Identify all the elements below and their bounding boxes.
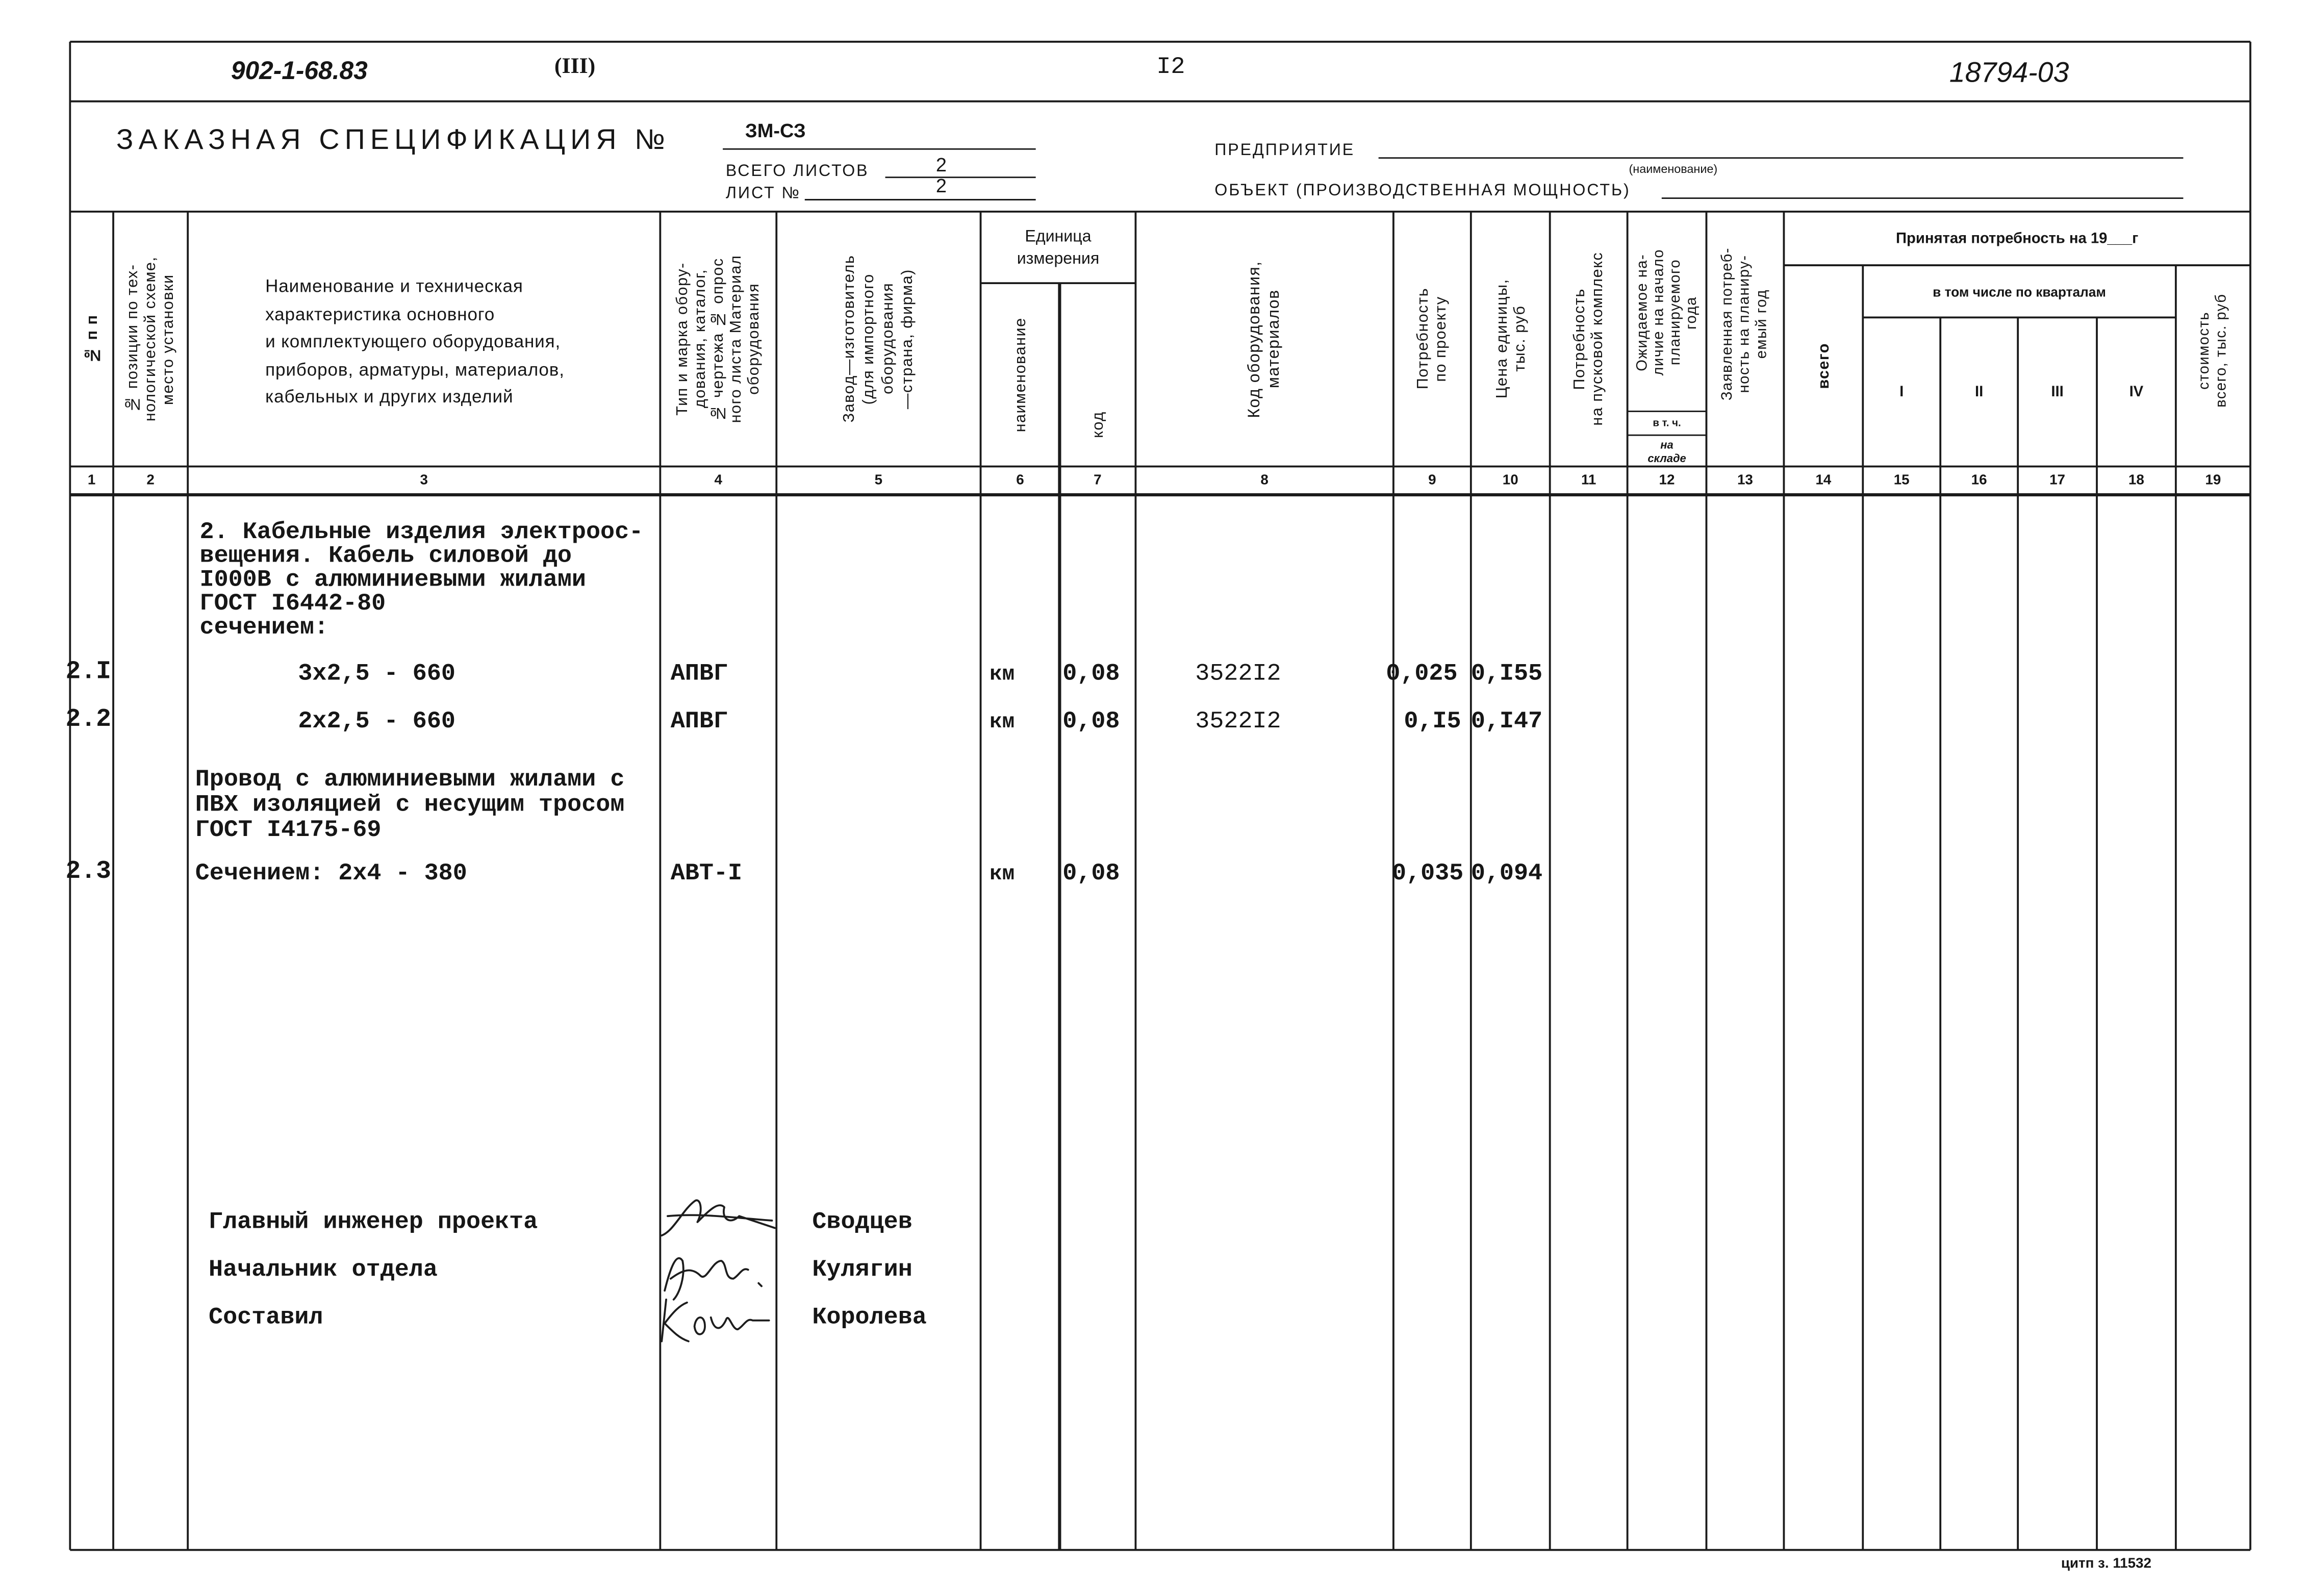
header-col-7-label: код <box>1088 411 1107 438</box>
row-quantity: 0,025 <box>1386 660 1458 687</box>
column-number: 6 <box>1016 472 1024 489</box>
header-col-19-label: стоимость всего, тыс. руб <box>2196 293 2230 408</box>
print-stamp: цитп з. 11532 <box>2061 1556 2151 1573</box>
row-unit: км <box>990 711 1015 735</box>
header-col-7 <box>1059 391 1135 459</box>
enterprise-caption: (наименование) <box>1629 162 1718 176</box>
row-position: 2.2 <box>65 706 111 735</box>
signature-stroke <box>662 1200 775 1235</box>
column-number: 14 <box>1815 472 1832 489</box>
header-col-15 <box>1863 317 1940 466</box>
header-col-8-label: Код оборудования, материалов <box>1245 260 1283 418</box>
header-col-13-label: Заявленная потреб- ность на планиру- емый год <box>1719 246 1770 400</box>
sheet-value: 2 <box>935 174 947 197</box>
header-col-11-label: Потребность на пусковой комплекс <box>1570 252 1607 426</box>
header-col-17-label: III <box>2051 384 2064 400</box>
header-col-2 <box>113 212 188 467</box>
column-number: 4 <box>714 472 723 489</box>
header-col-12-sub-a-label: в т. ч. <box>1653 418 1681 429</box>
header-col-1-label: № п п <box>83 314 101 364</box>
column-number: 3 <box>420 472 428 489</box>
page-title: ЗАКАЗНАЯ СПЕЦИФИКАЦИЯ № <box>116 125 671 157</box>
header-col-12 <box>1628 215 1707 412</box>
header-col-5-label: Завод—изготовитель (для импортного оборудования —страна, фирма) <box>840 255 916 423</box>
row-name: 3х2,5 - 660 <box>298 660 455 687</box>
header-col-9-label: Потребность по проекту <box>1414 288 1450 390</box>
header-col-18 <box>2097 317 2176 466</box>
column-number: 18 <box>2128 472 2144 489</box>
section-subheading: Провод с алюминиевыми жилами с ПВХ изоляцией с несущим тросом ГОСТ I4175-69 <box>195 766 625 844</box>
row-quantity: 0,035 <box>1391 859 1464 887</box>
column-number: 1 <box>87 472 96 489</box>
header-col-12-sub-a <box>1628 411 1707 435</box>
signature-stroke <box>662 1300 769 1341</box>
column-number: 12 <box>1659 472 1675 489</box>
header-quarter-group <box>1863 265 2176 317</box>
column-number: 11 <box>1581 472 1596 489</box>
row-col7: 0,08 <box>1062 707 1120 735</box>
header-col-16-label: II <box>1975 384 1984 400</box>
enterprise-label: ПРЕДПРИЯТИЕ <box>1214 141 1355 160</box>
header-col-19 <box>2176 268 2250 432</box>
header-col-6-label: наименование <box>1011 317 1029 433</box>
signature-stroke <box>665 1258 762 1300</box>
column-number: 7 <box>1094 472 1102 489</box>
header-col-12-sub-b <box>1628 435 1707 466</box>
row-price: 0,094 <box>1471 859 1543 887</box>
row-position: 2.I <box>65 658 111 687</box>
header-col-9 <box>1393 212 1471 467</box>
volume-number: (III) <box>554 55 596 79</box>
column-number: 13 <box>1737 472 1753 489</box>
row-type: АВТ-I <box>670 859 743 887</box>
signature-compiler <box>662 1300 769 1341</box>
header-col-12-label: Ожидаемое на- личие на начало планируемого года <box>1634 249 1700 376</box>
registration-number: 18794-03 <box>1949 58 2069 90</box>
header-col-10 <box>1471 212 1550 467</box>
header-col-10-label: Цена единицы, тыс. руб <box>1492 279 1529 399</box>
signature-role: Составил <box>209 1304 323 1331</box>
signature-name: Сводцев <box>812 1208 912 1236</box>
row-type: АПВГ <box>670 707 728 735</box>
row-name: Сечением: 2х4 - 380 <box>195 859 467 887</box>
header-col-12-sub-b-label: на складе <box>1647 437 1686 465</box>
total-sheets-value: 2 <box>935 153 947 176</box>
header-col-1 <box>70 212 113 467</box>
header-col-16 <box>1940 317 2018 466</box>
header-col-3-label: Наименование и техническая характеристика основного и комплектующего оборудования, приборов, арматуры, материалов, кабельных и других изделий <box>265 275 565 407</box>
row-quantity: 0,I5 <box>1404 707 1461 735</box>
sheet-label: ЛИСТ № <box>725 185 801 203</box>
page-number: I2 <box>1156 54 1185 81</box>
header-accepted-group <box>1784 212 2250 265</box>
signature-chief-engineer <box>662 1200 775 1235</box>
row-col7: 0,08 <box>1062 859 1120 887</box>
row-code: 3522I2 <box>1195 707 1281 735</box>
header-unit-group-label: Единица измерения <box>1017 228 1100 268</box>
header-col-4 <box>660 212 776 467</box>
column-number: 2 <box>146 472 155 489</box>
row-unit: км <box>990 863 1015 887</box>
row-col7: 0,08 <box>1062 660 1120 687</box>
total-sheets-label: ВСЕГО ЛИСТОВ <box>725 162 869 181</box>
column-number: 5 <box>874 472 883 489</box>
header-col-18-label: IV <box>2129 384 2144 400</box>
column-number: 8 <box>1260 472 1269 489</box>
header-col-4-label: Тип и марка обору- дования, каталог, № чертежа № опрос ного листа Материал оборудования <box>673 255 763 423</box>
column-number: 16 <box>1971 472 1987 489</box>
header-col-8 <box>1135 212 1393 467</box>
row-position: 2.3 <box>65 858 111 887</box>
row-price: 0,I47 <box>1471 707 1543 735</box>
object-label: ОБЪЕКТ (ПРОИЗВОДСТВЕННАЯ МОЩНОСТЬ) <box>1214 182 1631 200</box>
header-col-15-label: I <box>1899 384 1904 400</box>
header-col-6 <box>981 283 1060 466</box>
signature-department-head <box>665 1258 762 1300</box>
row-unit: км <box>990 663 1015 687</box>
column-number: 17 <box>2049 472 2065 489</box>
signature-name: Королева <box>812 1304 927 1331</box>
column-number: 9 <box>1428 472 1436 489</box>
column-number: 15 <box>1893 472 1910 489</box>
header-col-13 <box>1706 212 1784 435</box>
header-accepted-group-label: Принятая потребность на 19___г <box>1896 230 2139 247</box>
signature-role: Главный инженер проекта <box>209 1208 538 1236</box>
row-price: 0,I55 <box>1471 660 1543 687</box>
column-number: 19 <box>2205 472 2221 489</box>
signature-name: Кулягин <box>812 1256 912 1283</box>
section-heading: 2. Кабельные изделия электроос- вещения. Кабель силовой до I000В с алюминиевыми жилами ГОСТ I6442-80 сечением: <box>199 518 644 641</box>
document-code: 902-1-68.83 <box>231 57 368 85</box>
spec-number: ЗМ-СЗ <box>745 119 806 142</box>
header-col-17 <box>2018 317 2097 466</box>
row-name: 2х2,5 - 660 <box>298 707 455 735</box>
header-unit-group <box>981 215 1136 283</box>
header-col-14-label: всего <box>1814 342 1833 389</box>
column-number: 10 <box>1502 472 1518 489</box>
header-col-14 <box>1784 265 1863 466</box>
row-type: АПВГ <box>670 660 728 687</box>
header-col-5 <box>776 212 980 467</box>
header-quarter-group-label: в том числе по кварталам <box>1933 284 2106 299</box>
signature-role: Начальник отдела <box>209 1256 438 1283</box>
header-col-2-label: № позиции по тех- нологической схеме, место установки <box>123 256 178 422</box>
header-col-11 <box>1550 212 1628 467</box>
row-code: 3522I2 <box>1195 660 1281 687</box>
